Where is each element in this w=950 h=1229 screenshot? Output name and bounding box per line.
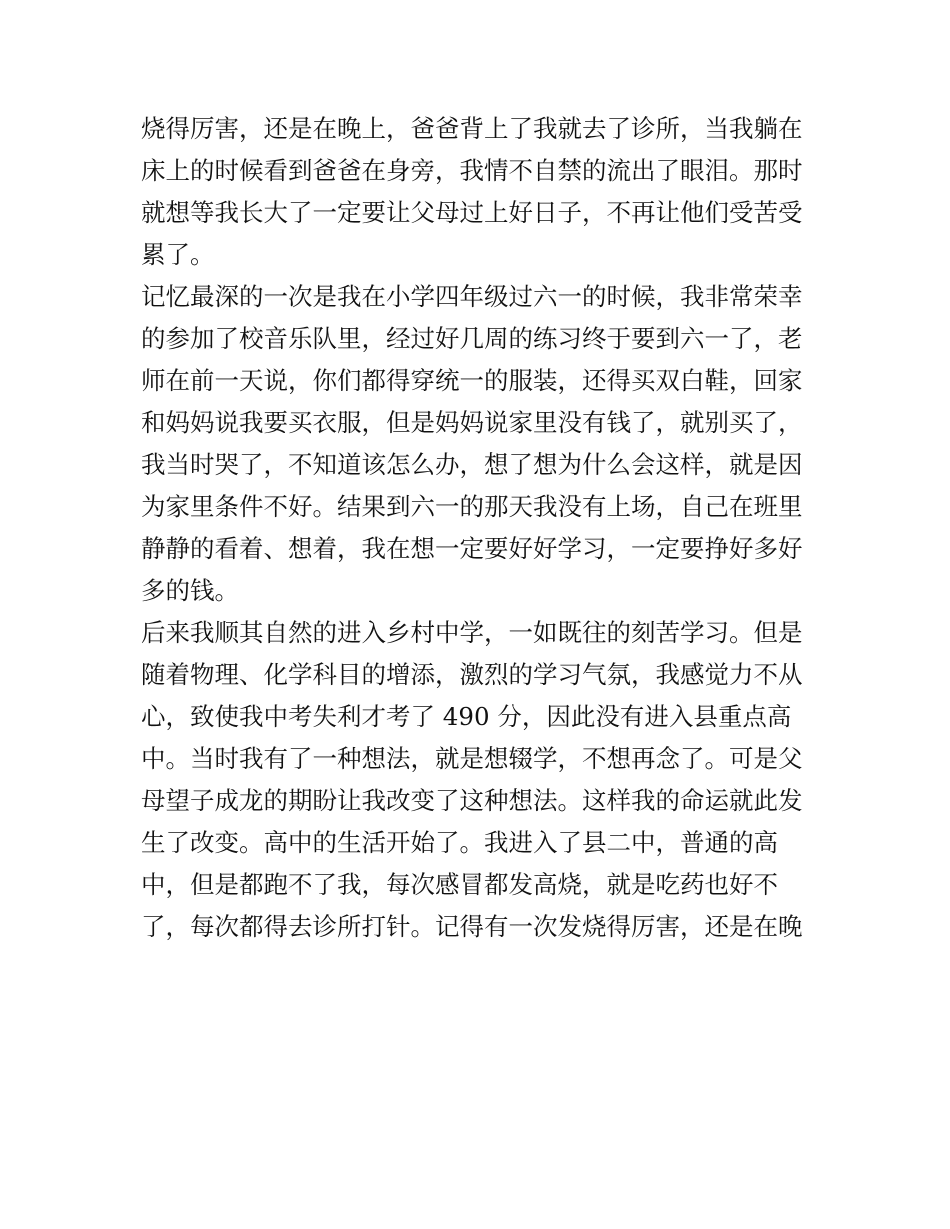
text-line: 静静的看着、想着，我在想一定要好好学习，一定要挣好多好 <box>141 534 803 563</box>
text-line: 累了。 <box>141 240 215 269</box>
text-line: 母望子成龙的期盼让我改变了这种想法。这样我的命运就此发 <box>141 786 803 815</box>
text-line: 和妈妈说我要买衣服，但是妈妈说家里没有钱了，就别买了， <box>141 408 803 437</box>
text-line: 中。当时我有了一种想法，就是想辍学，不想再念了。可是父 <box>141 744 803 773</box>
text-line: 生了改变。高中的生活开始了。我进入了县二中，普通的高 <box>141 828 778 857</box>
text-line: 床上的时候看到爸爸在身旁，我情不自禁的流出了眼泪。那时 <box>141 156 803 185</box>
text-line: 多的钱。 <box>141 576 239 605</box>
text-line: 师在前一天说，你们都得穿统一的服装，还得买双白鞋，回家 <box>141 366 803 395</box>
document-body <box>141 108 821 948</box>
text-line: 记忆最深的一次是我在小学四年级过六一的时候，我非常荣幸 <box>141 282 803 311</box>
text-line: 后来我顺其自然的进入乡村中学，一如既往的刻苦学习。但是 <box>141 618 803 647</box>
text-line: 随着物理、化学科目的增添，激烈的学习气氛，我感觉力不从 <box>141 660 803 689</box>
text-line: 了，每次都得去诊所打针。记得有一次发烧得厉害，还是在晚 <box>141 912 803 941</box>
text-line: 我当时哭了，不知道该怎么办，想了想为什么会这样，就是因 <box>141 450 803 479</box>
text-line: 心，致使我中考失利才考了 490 分，因此没有进入县重点高 <box>141 702 792 731</box>
text-line: 中，但是都跑不了我，每次感冒都发高烧，就是吃药也好不 <box>141 870 778 899</box>
text-line: 烧得厉害，还是在晚上，爸爸背上了我就去了诊所，当我躺在 <box>141 114 803 143</box>
text-line: 就想等我长大了一定要让父母过上好日子，不再让他们受苦受 <box>141 198 803 227</box>
text-line: 的参加了校音乐队里，经过好几周的练习终于要到六一了，老 <box>141 324 803 353</box>
text-line: 为家里条件不好。结果到六一的那天我没有上场，自己在班里 <box>141 492 803 521</box>
